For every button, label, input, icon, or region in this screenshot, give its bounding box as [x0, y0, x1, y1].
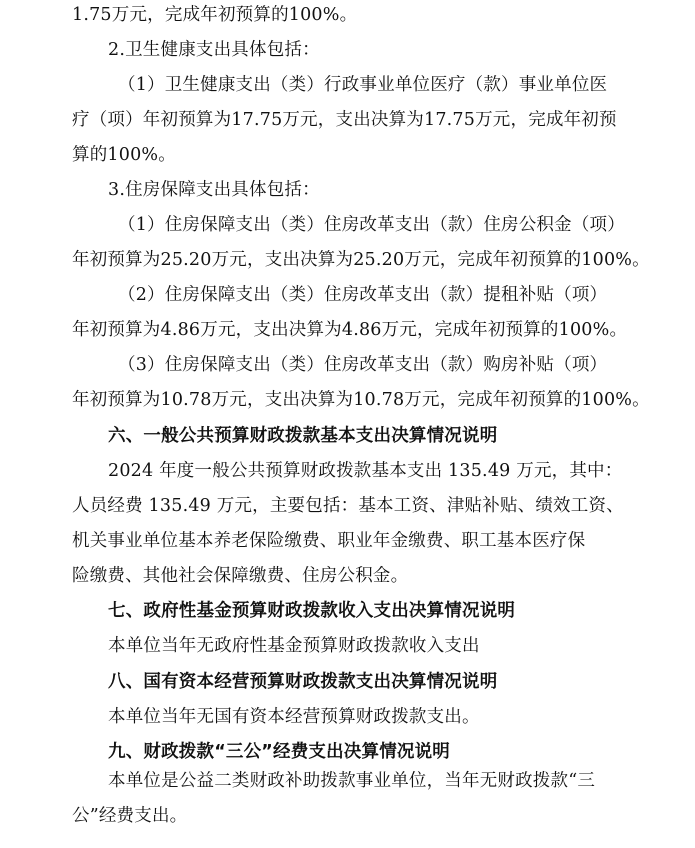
- paragraph-line: （2）住房保障支出（类）住房改革支出（款）提租补贴（项）: [118, 285, 608, 305]
- paragraph-line: 公”经费支出。: [72, 806, 188, 826]
- paragraph-line: （1）卫生健康支出（类）行政事业单位医疗（款）事业单位医: [118, 75, 608, 95]
- subsection-title: 2.卫生健康支出具体包括：: [108, 40, 320, 60]
- paragraph-line: 年初预算为4.86万元，支出决算为4.86万元，完成年初预算的100%。: [72, 320, 628, 340]
- paragraph-line: （3）住房保障支出（类）住房改革支出（款）购房补贴（项）: [118, 355, 608, 375]
- paragraph-line: 1.75万元，完成年初预算的100%。: [72, 5, 358, 25]
- paragraph-line: 本单位是公益二类财政补助拨款事业单位，当年无财政拨款“三: [108, 771, 596, 791]
- paragraph-line: 本单位当年无政府性基金预算财政拨款收入支出: [108, 636, 480, 656]
- paragraph-line: （1）住房保障支出（类）住房改革支出（款）住房公积金（项）: [118, 215, 625, 235]
- paragraph-line: 年初预算为10.78万元，支出决算为10.78万元，完成年初预算的100%。: [72, 390, 650, 410]
- section-heading-9: 九、财政拨款“三公”经费支出决算情况说明: [108, 742, 451, 762]
- section-heading-7: 七、政府性基金预算财政拨款收入支出决算情况说明: [108, 601, 516, 621]
- paragraph-line: 本单位当年无国有资本经营预算财政拨款支出。: [108, 707, 480, 727]
- paragraph-line: 人员经费 135.49 万元，主要包括：基本工资、津贴补贴、绩效工资、: [72, 496, 624, 516]
- paragraph-line: 年初预算为25.20万元，支出决算为25.20万元，完成年初预算的100%。: [72, 250, 650, 270]
- section-heading-8: 八、国有资本经营预算财政拨款支出决算情况说明: [108, 672, 498, 692]
- paragraph-line: 机关事业单位基本养老保险缴费、职业年金缴费、职工基本医疗保: [72, 531, 586, 551]
- paragraph-line: 2024 年度一般公共预算财政拨款基本支出 135.49 万元，其中：: [108, 461, 623, 481]
- section-heading-6: 六、一般公共预算财政拨款基本支出决算情况说明: [108, 426, 498, 446]
- subsection-title: 3.住房保障支出具体包括：: [108, 180, 320, 200]
- paragraph-line: 险缴费、其他社会保障缴费、住房公积金。: [72, 566, 409, 586]
- paragraph-line: 算的100%。: [72, 145, 176, 165]
- paragraph-line: 疗（项）年初预算为17.75万元，支出决算为17.75万元，完成年初预: [72, 110, 617, 130]
